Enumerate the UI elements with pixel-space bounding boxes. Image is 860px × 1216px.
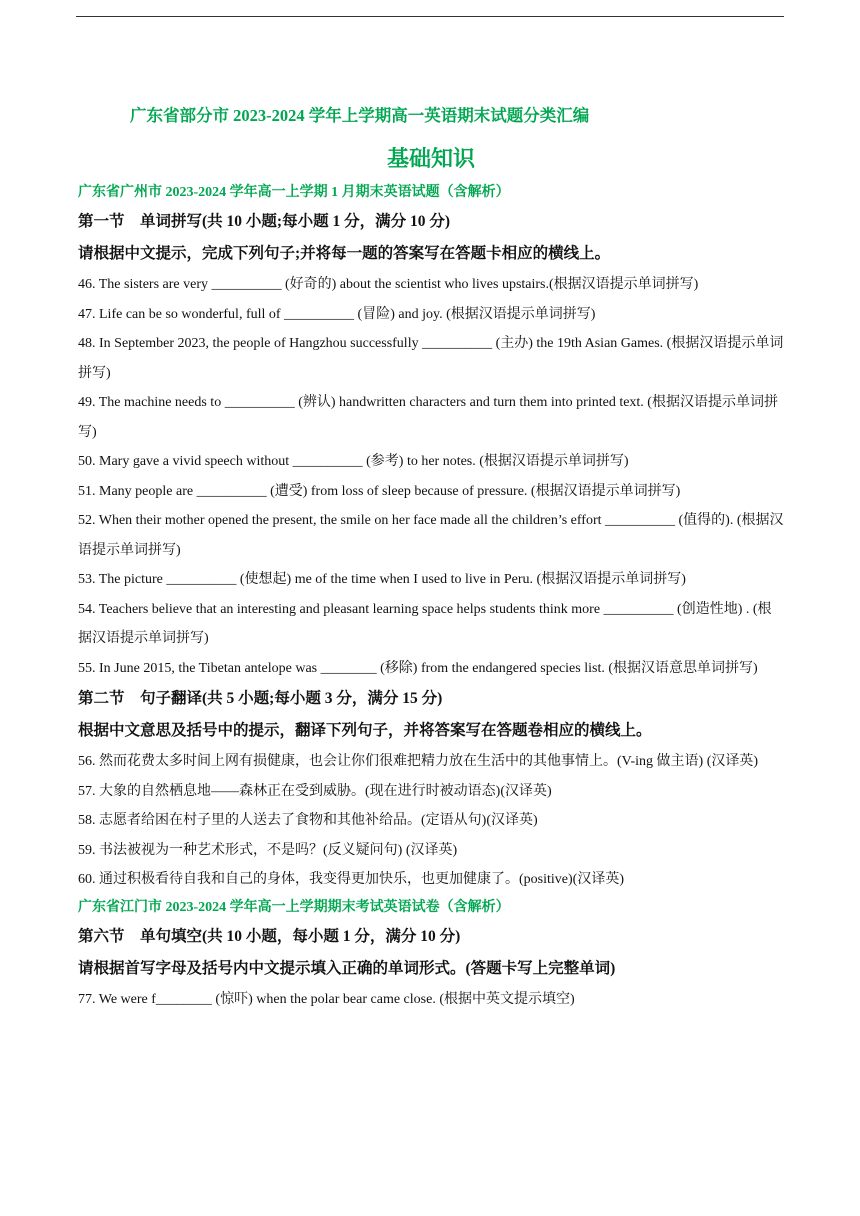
question-55: 55. In June 2015, the Tibetan antelope was ________ (移除) from the endangered species list. (根据汉语意思单词拼写) bbox=[78, 660, 758, 676]
question-56: 56. 然而花费太多时间上网有损健康，也会让你们很难把精力放在生活中的其他事情上。(V-ing 做主语) (汉译英) bbox=[78, 754, 759, 769]
section-word-spelling: 第一节 单词拼写(共 10 小题;每小题 1 分，满分 10 分) bbox=[78, 213, 450, 230]
section-fill-in: 第六节 单句填空(共 10 小题，每小题 1 分，满分 10 分) bbox=[78, 927, 461, 945]
question-54: 54. Teachers believe that an interesting and pleasant learning space helps students think more __________ (创造性地) . (根据汉语提示单词拼写) bbox=[78, 601, 772, 646]
source-jiangmen: 广东省江门市 2023-2024 学年高一上学期期末考试英语试卷（含解析） bbox=[78, 899, 510, 915]
header-rule bbox=[76, 16, 784, 17]
question-57: 57. 大象的自然栖息地——森林正在受到威胁。(现在进行时被动语态)(汉译英) bbox=[78, 783, 552, 799]
instruction-fill-in: 请根据首写字母及括号内中文提示填入正确的单词形式。(答题卡写上完整单词) bbox=[78, 959, 616, 977]
question-46: 46. The sisters are very __________ (好奇的) about the scientist who lives upstairs.(根据汉语提示单词拼写) bbox=[78, 277, 699, 292]
question-77: 77. We were f________ (惊吓) when the polar bear came close. (根据中英文提示填空) bbox=[78, 991, 575, 1007]
question-49: 49. The machine needs to __________ (辨认) handwritten characters and turn them into printed text. (根据汉语提示单词拼写) bbox=[78, 395, 778, 440]
section-sentence-translation: 第二节 句子翻译(共 5 小题;每小题 3 分，满分 15 分) bbox=[78, 690, 443, 707]
question-52: 52. When their mother opened the present, the smile on her face made all the children’s effort __________ (值得的). (根据汉语提示单词拼写) bbox=[78, 513, 784, 558]
question-60: 60. 通过积极看待自我和自己的身体，我变得更加快乐，也更加健康了。(positive)(汉译英) bbox=[78, 872, 624, 887]
question-51: 51. Many people are __________ (遭受) from loss of sleep because of pressure. (根据汉语提示单词拼写) bbox=[78, 483, 681, 499]
question-48: 48. In September 2023, the people of Hangzhou successfully __________ (主办) the 19th Asian Games. (根据汉语提示单词拼写) bbox=[78, 336, 784, 381]
source-guangzhou: 广东省广州市 2023-2024 学年高一上学期 1 月期末英语试题（含解析） bbox=[78, 185, 510, 200]
question-59: 59. 书法被视为一种艺术形式，不是吗？(反义疑问句) (汉译英) bbox=[78, 842, 458, 858]
instruction-sentence-translation: 根据中文意思及括号中的提示，翻译下列句子，并将答案写在答题卷相应的横线上。 bbox=[78, 722, 652, 739]
question-47: 47. Life can be so wonderful, full of __________ (冒险) and joy. (根据汉语提示单词拼写) bbox=[78, 306, 596, 322]
question-50: 50. Mary gave a vivid speech without __________ (参考) to her notes. (根据汉语提示单词拼写) bbox=[78, 454, 629, 469]
section-heading: 基础知识 bbox=[386, 146, 475, 171]
instruction-word-spelling: 请根据中文提示，完成下列句子;并将每一题的答案写在答题卡相应的横线上。 bbox=[78, 245, 611, 262]
document-title: 广东省部分市 2023-2024 学年上学期高一英语期末试题分类汇编 bbox=[130, 106, 590, 125]
page-content bbox=[78, 96, 784, 1014]
question-53: 53. The picture __________ (使想起) me of the time when I used to live in Peru. (根据汉语提示单词拼写) bbox=[78, 572, 686, 587]
question-58: 58. 志愿者给困在村子里的人送去了食物和其他补给品。(定语从句)(汉译英) bbox=[78, 813, 538, 828]
